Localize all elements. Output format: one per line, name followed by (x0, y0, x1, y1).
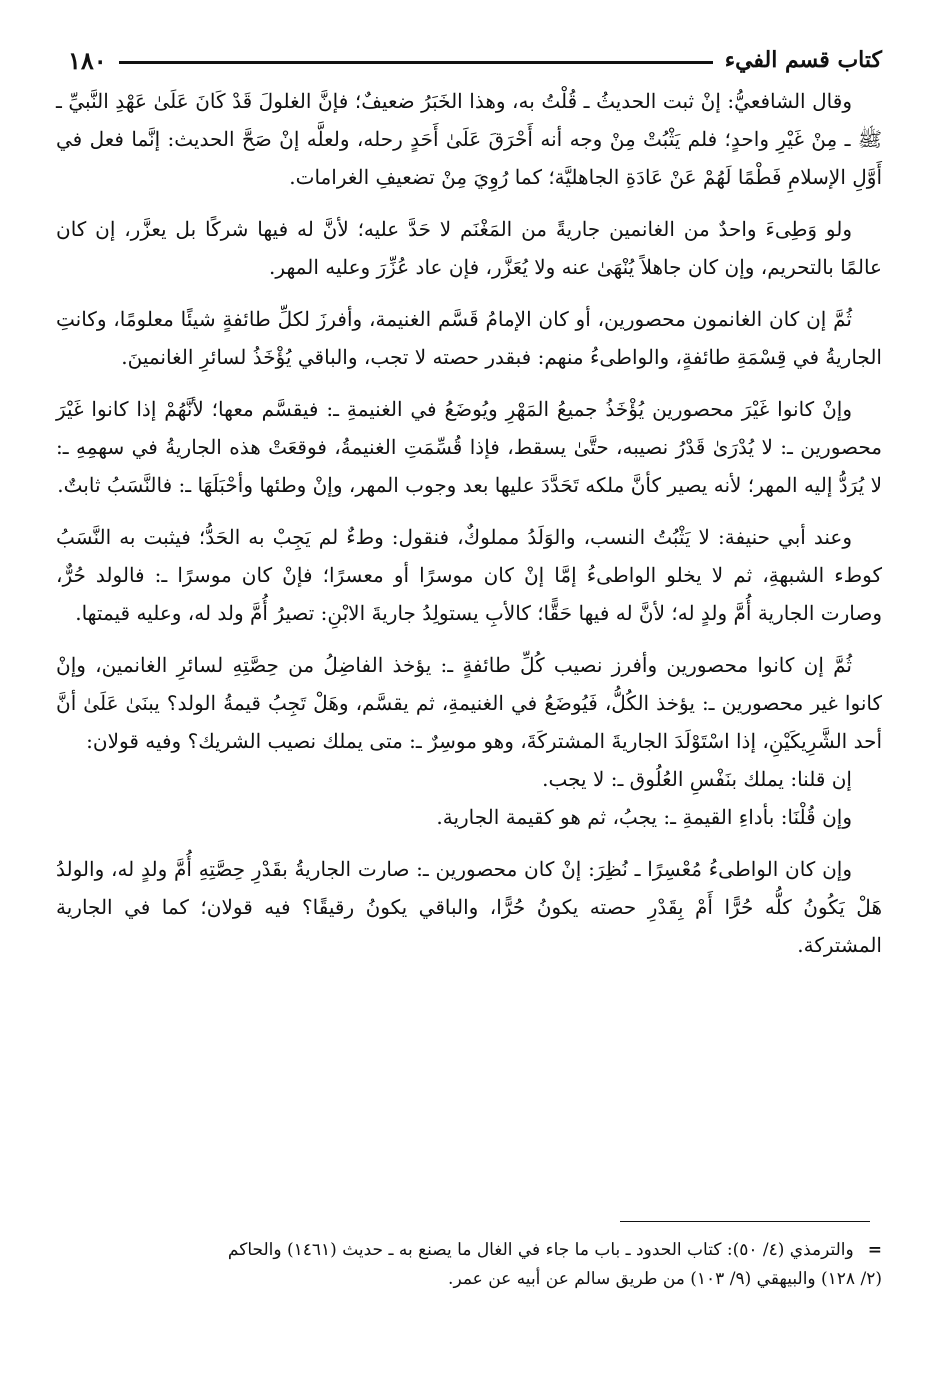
paragraph-1: وقال الشافعيُّ: إنْ ثبت الحديثُ ـ قُلْتُ به، وهذا الخَبَرُ ضعيفٌ؛ فإنَّ الغلولَ قَدْ كَانَ عَلَىٰ عَهْدِ النَّبيِّ ـ ﷺ ـ مِنْ غَيْرِ واحدٍ؛ فلم يَثْبُتْ مِنْ وجه أنه أَحْرَقَ عَلَىٰ أَحَدٍ رحله، ولعلَّه إنْ صَحَّ الحديث: إنَّما فعل في أَوَّلِ الإسلامِ فَطْمًا لَهُمْ عَنْ عَادَةِ الجاهليَّة؛ كما رُوِيَ مِنْ تضعيفِ الغرامات. (56, 89, 882, 189)
header-rule (119, 61, 713, 64)
page-number: ١٨٠ (68, 45, 107, 75)
footnote-line-2 (56, 1265, 882, 1294)
opinion-line-1: إن قلنا: يملك بنَفْسِ العُلُوق ـ: لا يجب. (542, 767, 852, 791)
book-title: كتاب قسم الفيء (724, 47, 882, 73)
footnote-text-1: والترمذي (٤/ ٥٠): كتاب الحدود ـ باب ما جاء في الغال ما يصنع به ـ حديث (١٤٦١) والحاكم (227, 1240, 854, 1260)
opinion-line-2: وإن قُلْنَا: بأداءِ القيمةِ ـ: يجبُ، ثم هو كقيمة الجارية. (436, 805, 852, 829)
paragraph-6: ثُمَّ إن كانوا محصورين وأفرز نصيب كُلِّ طائفةٍ ـ: يؤخذ الفاضِلُ من حِصَّتِهِ لسائرِ الغانمين، وإنْ كانوا غير محصورين ـ: يؤخذ الكُلُّ، فَيُوضَعُ في الغنيمةِ، ثم يقسَّم، وهَلْ تَجِبُ قيمةُ الولد؟ يبنَىٰ عَلَىٰ أنَّ أحد الشَّرِيكَيْنِ، إذا اسْتَوْلَدَ الجاريةَ المشتركَةَ، وهو موسِرٌ ـ: متى يملك نصيب الشريك؟ وفيه قولان: (56, 653, 882, 753)
footnote-separator (620, 1221, 870, 1222)
paragraph-4: وإنْ كانوا غَيْرَ محصورين يُؤْخَذُ جميعُ المَهْرِ ويُوضَعُ في الغنيمةِ ـ: فيقسَّم معها؛ لأنَّهُمْ إذا كانوا غَيْرَ محصورين ـ: لا يُدْرَىٰ قَدْرُ نصيبه، حتَّىٰ يسقط، فإذا قُسِّمَتِ الغنيمةُ، فوقعَتْ هذه الجاريةُ في سهمِهِ ـ: لا يُرَدُّ إليه المهر؛ لأنه يصير كأنَّ ملكه تَحَدَّدَ عليها بعد وجوب المهر، وإنْ وطئها وأحْبَلَهَا ـ: فالنَّسَبُ ثابتٌ. (56, 397, 882, 497)
paragraph-5: وعند أبي حنيفة: لا يَثْبُتُ النسب، والوَلَدُ مملوكٌ، فنقول: وطءٌ لم يَجِبْ به الحَدُّ؛ فيثبت به النَّسَبُ كوطء الشبهةِ، ثم لا يخلو الواطىءُ إمَّا إنْ كان موسرًا أو معسرًا؛ فإنْ كان موسرًا ـ: فالولد حُرٌّ، وصارت الجارية أُمَّ ولدٍ له؛ لأنَّ له فيها حَقًّا؛ كالأبِ يستولِدُ جاريةَ الابْنِ: تصيرُ أُمَّ ولد له، وعليه قيمتها. (56, 525, 882, 625)
page-header (60, 40, 882, 80)
main-text (56, 82, 882, 978)
paragraph-3: ثُمَّ إن كان الغانمون محصورين، أو كان الإمامُ قَسَّم الغنيمة، وأفرزَ لكلِّ طائفةٍ شيئًا معلومًا، وكانتِ الجاريةُ في قِسْمَةِ طائفةٍ، والواطىءُ منهم: فبقدر حصته لا تجب، والباقي يُؤْخَذُ لسائرِ الغانمينَ. (56, 307, 882, 369)
paragraph-2: ولو وَطِىءَ واحدٌ من الغانمين جاريةً من المَغْنَم لا حَدَّ عليه؛ لأنَّ له فيها شركًا بل يعزَّر، إن كان عالمًا بالتحريم، وإن كان جاهلاً يُنْهَىٰ عنه ولا يُعَزَّر، فإن عاد عُزِّرَ وعليه المهر. (56, 217, 882, 279)
footnote-line-1 (56, 1236, 882, 1265)
paragraph-7: وإن كان الواطىءُ مُعْسِرًا ـ نُظِرَ: إنْ كان محصورين ـ: صارت الجاريةُ بقَدْرِ حِصَّتِهِ أُمَّ ولدٍ له، والولدُ هَلْ يَكُونُ كلُّه حُرًّا أَمْ بِقَدْرِ حصته يكونُ حُرًّا، والباقي يكونُ رقيقًا؟ فيه قولان؛ كما في الجارية المشتركة. (56, 857, 882, 957)
footnotes (56, 1236, 882, 1294)
footnote-text-2: (٢/ ١٢٨) والبيهقي (٩/ ١٠٣) من طريق سالم عن أبيه عن عمر. (448, 1269, 882, 1289)
footnote-continuation-marker: = (867, 1240, 882, 1260)
opinion-block (56, 646, 882, 836)
